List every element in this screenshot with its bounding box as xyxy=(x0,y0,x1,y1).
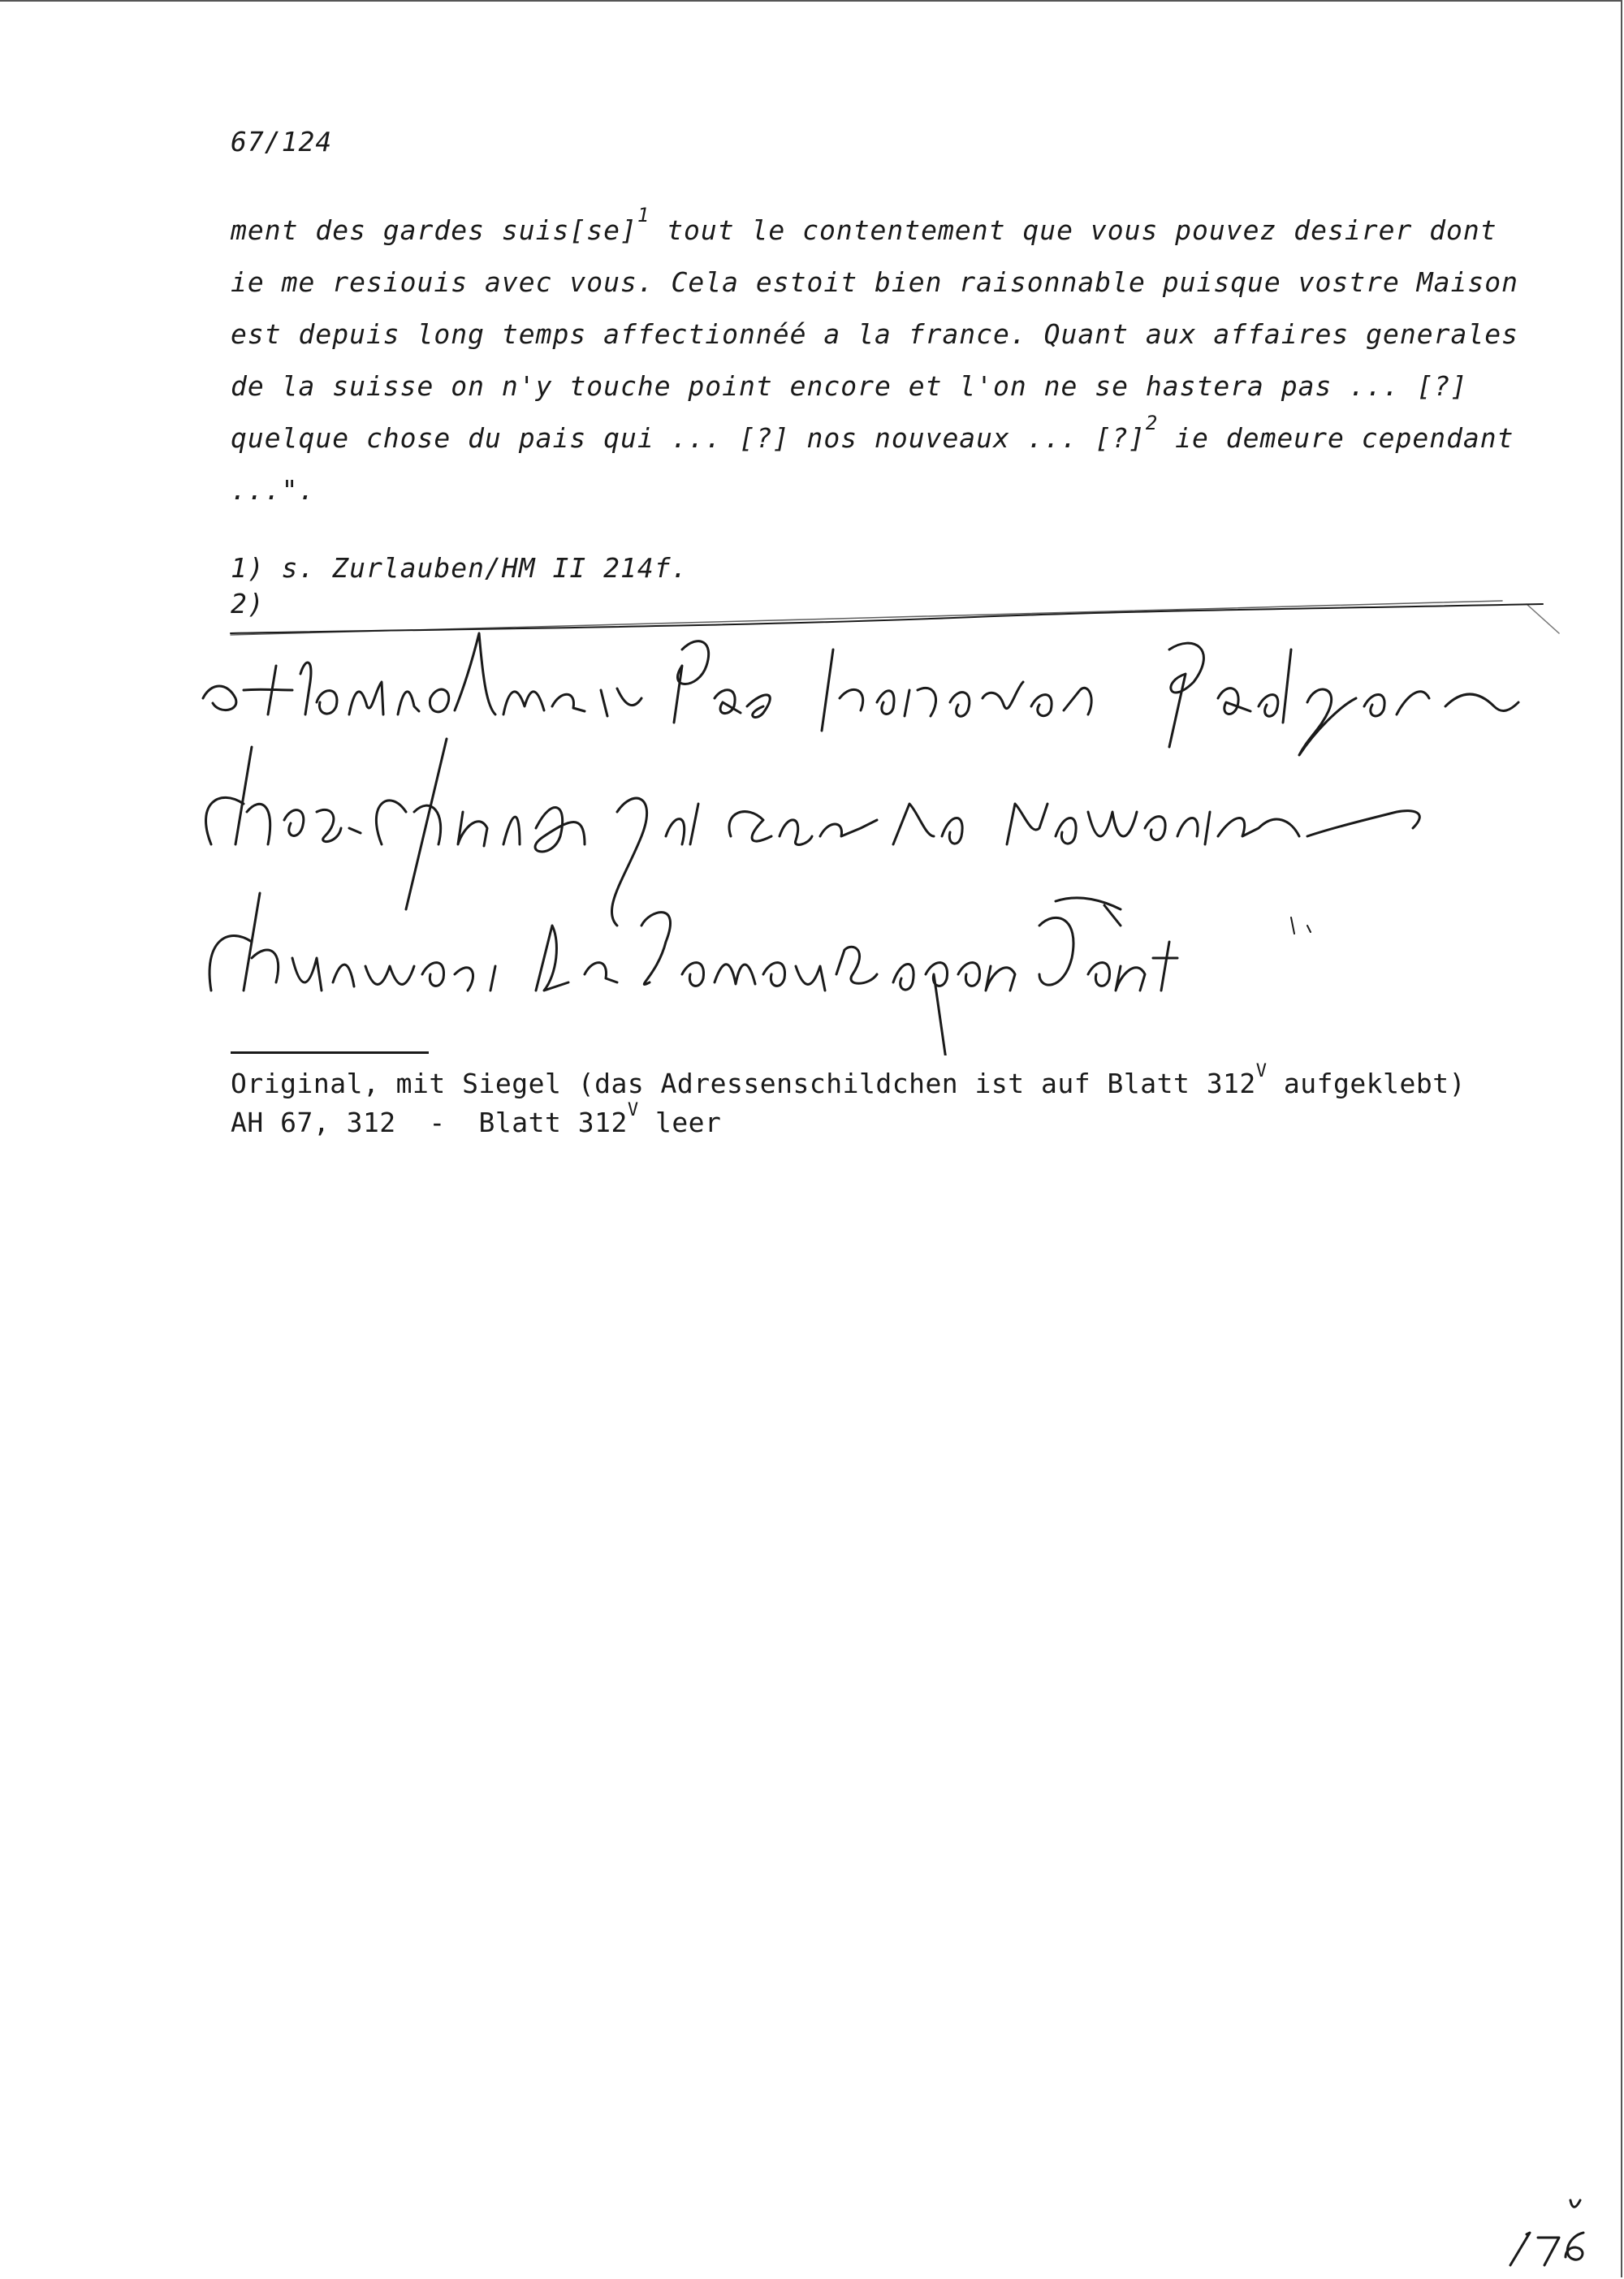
handwriting-line-2 xyxy=(206,739,1420,926)
footnote-ref-1: 1 xyxy=(637,204,650,227)
handwritten-facsimile xyxy=(162,568,1575,1055)
handwriting-line-1 xyxy=(203,633,1518,755)
body-line-5: quelque chose du pais qui ... [?] nos nouveaux ... [?]$^2$ ie demeure cependant xyxy=(231,412,1514,454)
body-line-1: ment des gardes suis[se]$^1$ tout le contentement que vous pouvez desirer dont xyxy=(231,204,1497,246)
separator-rule xyxy=(231,1051,429,1054)
verso-mark-2: V xyxy=(627,1100,639,1120)
handwriting-line-3 xyxy=(209,893,1311,1055)
folio-number xyxy=(1494,2184,1608,2273)
footnote-2: 2) xyxy=(231,588,265,619)
footnote-1: 1) s. Zurlauben/HM II 214f. xyxy=(231,552,689,584)
body-line-2: ie me resiouis avec vous. Cela estoit bien raisonnable puisque vostre Maison xyxy=(231,266,1518,298)
folio-mark-v xyxy=(1570,2200,1580,2207)
footnote-ref-2: 2 xyxy=(1145,412,1159,434)
body-line-4: de la suisse on n'y touche point encore et l'on ne se hastera pas ... [?] xyxy=(231,370,1468,402)
body-line-6: ...". xyxy=(231,474,316,506)
body-line-3: est depuis long temps affectionnéé a la france. Quant aux affaires generales xyxy=(231,318,1518,350)
source-line-1: Original, mit Siegel (das Adressenschildchen ist auf Blatt 312$^V$ aufgeklebt) xyxy=(231,1061,1466,1099)
source-line-2: AH 67, 312 - Blatt 312$^V$ leer xyxy=(231,1100,722,1138)
page-number: 67/124 xyxy=(231,126,333,158)
verso-mark-1: V xyxy=(1255,1061,1268,1081)
